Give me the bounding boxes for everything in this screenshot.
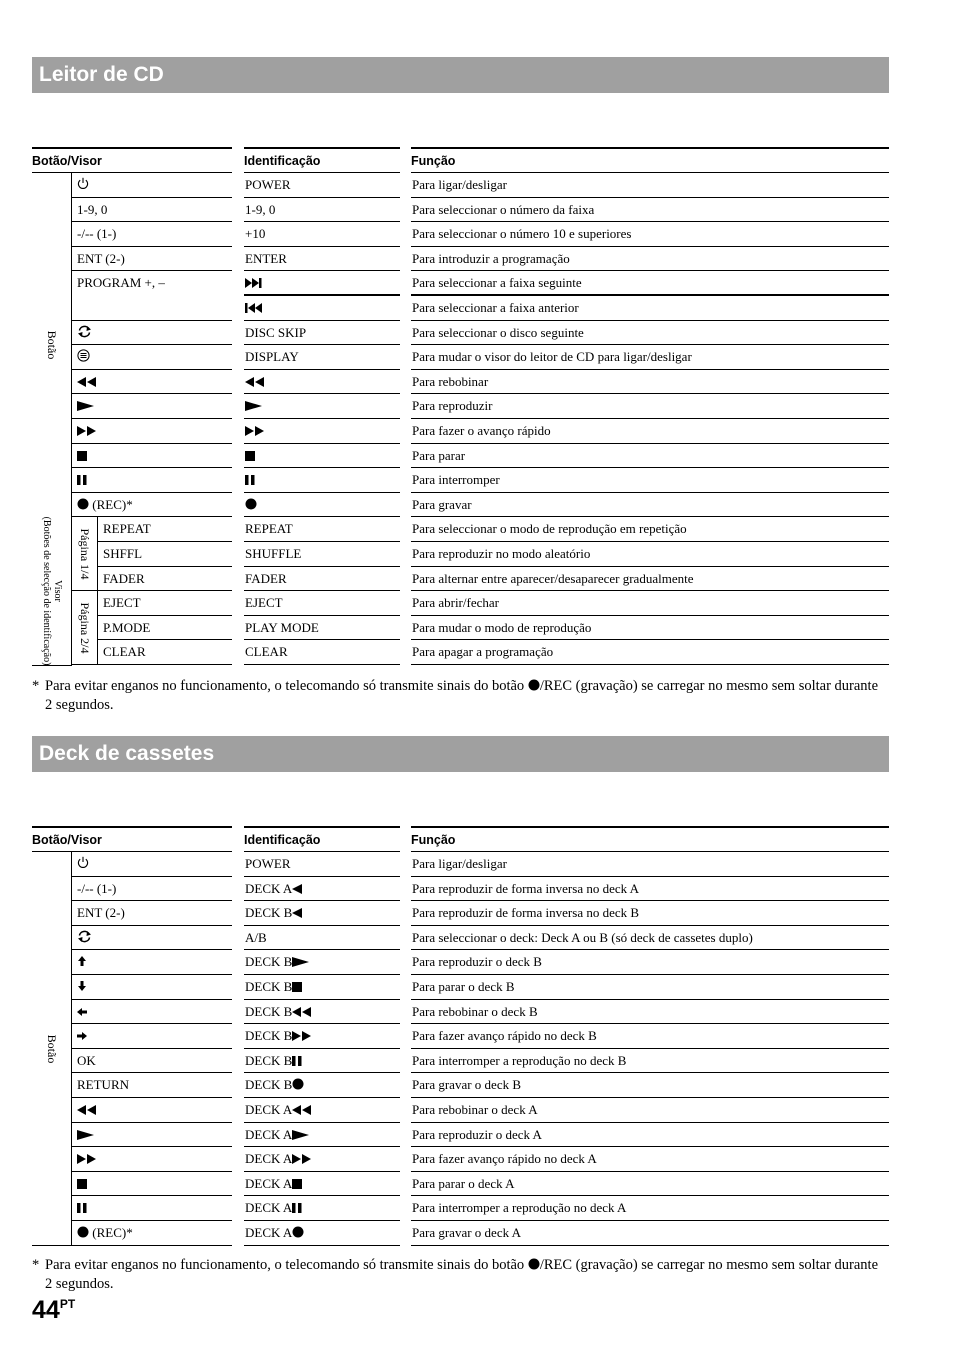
row-button-cell <box>72 975 232 1000</box>
row-identification-cell <box>244 1147 400 1172</box>
row-identification-cell <box>244 493 400 518</box>
row-identification-cell-text: DECK A <box>245 880 293 896</box>
arrow-left-icon <box>77 1001 88 1025</box>
group-label-botao <box>32 852 72 1246</box>
row-function-cell-text: Para reproduzir no modo aleatório <box>412 546 591 561</box>
row-function-cell-text: Para alternar entre aparecer/desaparecer gradualmente <box>412 570 694 586</box>
row-identification-cell-text: DECK B <box>245 1003 293 1019</box>
section-title-cassette-deck: Deck de cassetes <box>32 736 889 772</box>
row-button-cell <box>72 271 232 320</box>
row-button-cell <box>72 1024 232 1049</box>
group-label-visor-text: Visor (Botões de selecção de identificação) <box>40 516 63 666</box>
row-button-cell <box>98 567 232 592</box>
row-identification-cell <box>244 271 400 296</box>
row-identification-cell <box>244 1196 400 1221</box>
row-function-cell-text: Para ligar/desligar <box>412 177 507 192</box>
row-identification-cell <box>244 444 400 469</box>
group-label-botao-text: Botão <box>44 330 59 360</box>
row-button-cell-text: REPEAT <box>103 521 151 537</box>
row-function-cell-text: Para reproduzir <box>412 398 493 414</box>
disc-skip-icon <box>77 927 92 951</box>
row-function-cell-text: Para reproduzir de forma inversa no deck B <box>412 905 640 921</box>
row-identification-cell-text: POWER <box>245 177 291 192</box>
row-function-cell-text: Para reproduzir de forma inversa no deck A <box>412 880 640 896</box>
row-function-cell <box>411 950 889 975</box>
row-function-cell <box>411 419 889 444</box>
record-icon <box>77 494 89 518</box>
row-function-cell <box>411 222 889 247</box>
row-button-cell <box>72 247 232 272</box>
row-function-cell <box>411 247 889 272</box>
group-label-botao-text: Botão <box>44 1034 59 1063</box>
row-function-cell-text: Para apagar a programação <box>412 644 554 660</box>
row-button-cell <box>98 591 232 616</box>
row-function-cell-text: Para gravar o deck A <box>412 1225 522 1240</box>
row-function-cell <box>411 1000 889 1025</box>
stop-icon <box>77 1173 88 1197</box>
row-identification-cell-text: SHUFFLE <box>245 546 302 561</box>
row-identification-cell <box>244 1049 400 1074</box>
row-function-cell <box>411 1098 889 1123</box>
row-identification-cell <box>244 640 400 665</box>
row-identification-cell <box>244 296 400 321</box>
row-identification-cell <box>244 394 400 419</box>
row-button-cell <box>98 640 232 665</box>
record-icon <box>292 1222 304 1246</box>
row-function-cell <box>411 640 889 665</box>
row-identification-cell-text: DECK A <box>245 1102 293 1117</box>
footnote-text-1: Para evitar enganos no funcionamento, o telecomando só transmite sinais do botão <box>45 678 528 694</box>
power-icon <box>77 174 89 198</box>
row-button-cell <box>72 1147 232 1172</box>
row-identification-cell <box>244 198 400 223</box>
row-button-cell-text: (REC)* <box>89 1225 133 1240</box>
row-function-cell-text: Para seleccionar o disco seguinte <box>412 324 584 340</box>
record-icon <box>292 1074 304 1098</box>
row-identification-cell-text: DECK B <box>245 905 293 921</box>
row-identification-cell-text: PLAY MODE <box>245 619 319 635</box>
row-button-cell-text: CLEAR <box>103 644 146 660</box>
row-button-cell <box>72 852 232 877</box>
row-identification-cell-text: CLEAR <box>245 644 288 660</box>
row-button-cell <box>72 1073 232 1098</box>
display-icon <box>77 346 90 370</box>
row-function-cell <box>411 1172 889 1197</box>
row-function-cell-text: Para seleccionar o modo de reprodução em repetição <box>412 521 687 537</box>
row-function-cell <box>411 901 889 926</box>
row-button-cell <box>72 950 232 975</box>
row-button-cell <box>72 444 232 469</box>
row-function-cell <box>411 852 889 877</box>
row-function-cell-text: Para rebobinar <box>412 373 489 389</box>
group-bottom-rule <box>32 665 72 666</box>
column-header-identification: Identificação <box>244 826 400 852</box>
row-button-cell-text: ENT (2-) <box>77 905 125 921</box>
row-identification-cell-text: POWER <box>245 856 291 871</box>
row-button-cell-text: FADER <box>103 570 145 586</box>
row-identification-cell <box>244 1221 400 1246</box>
rewind-icon <box>77 371 97 395</box>
fast-forward-icon <box>292 1025 312 1049</box>
pause-icon <box>292 1050 303 1074</box>
reverse-play-icon <box>292 878 303 902</box>
row-identification-cell-text: DECK B <box>245 1052 293 1068</box>
row-button-cell <box>98 517 232 542</box>
row-identification-cell-text: REPEAT <box>245 521 293 537</box>
play-icon <box>292 951 310 975</box>
row-identification-cell <box>244 321 400 346</box>
row-function-cell-text: Para rebobinar o deck A <box>412 1102 538 1117</box>
page-label-1-text: Página 1/4 <box>77 528 92 579</box>
row-function-cell-text: Para fazer o avanço rápido <box>412 423 551 438</box>
row-identification-cell <box>244 1000 400 1025</box>
row-button-cell-text: SHFFL <box>103 546 143 561</box>
footnote-cd <box>32 677 882 714</box>
row-identification-cell-text: A/B <box>245 929 267 945</box>
row-function-cell-text: Para mudar o modo de reprodução <box>412 619 592 635</box>
row-function-cell <box>411 975 889 1000</box>
page-suffix: PT <box>59 1297 76 1311</box>
fast-forward-icon <box>77 1148 97 1172</box>
row-button-cell-text: 1-9, 0 <box>77 201 108 217</box>
row-button-cell <box>72 345 232 370</box>
footnote-text-1: Para evitar enganos no funcionamento, o telecomando só transmite sinais do botão <box>45 1257 528 1273</box>
arrow-down-icon <box>77 976 87 1000</box>
footnote-star: * <box>32 678 40 694</box>
row-button-cell <box>98 542 232 567</box>
row-function-cell <box>411 370 889 395</box>
group-label-botao <box>32 173 72 517</box>
row-button-cell <box>72 1000 232 1025</box>
row-function-cell <box>411 493 889 518</box>
row-identification-cell <box>244 419 400 444</box>
footnote-cassette <box>32 1256 882 1293</box>
row-identification-cell <box>244 247 400 272</box>
row-identification-cell-text: DISPLAY <box>245 349 299 365</box>
row-button-cell-text: P.MODE <box>103 619 151 635</box>
row-function-cell-text: Para rebobinar o deck B <box>412 1003 538 1019</box>
row-function-cell-text: Para reproduzir o deck B <box>412 954 542 970</box>
row-identification-cell-text: DECK B <box>245 979 293 994</box>
column-header-button: Botão/Visor <box>32 147 232 173</box>
row-function-cell <box>411 591 889 616</box>
row-button-cell <box>72 1172 232 1197</box>
row-function-cell-text: Para introduzir a programação <box>412 250 570 266</box>
stop-icon <box>77 445 88 469</box>
arrow-up-icon <box>77 951 87 975</box>
row-function-cell <box>411 345 889 370</box>
row-identification-cell-text: +10 <box>245 226 266 242</box>
row-function-cell <box>411 542 889 567</box>
row-function-cell-text: Para seleccionar o número da faixa <box>412 201 595 217</box>
row-button-cell <box>72 926 232 951</box>
row-button-cell <box>72 198 232 223</box>
rewind-icon <box>245 371 265 395</box>
row-identification-cell <box>244 975 400 1000</box>
row-function-cell-text: Para fazer avanço rápido no deck B <box>412 1028 597 1044</box>
row-function-cell-text: Para gravar o deck B <box>412 1077 522 1093</box>
row-button-cell <box>72 1196 232 1221</box>
row-function-cell <box>411 173 889 198</box>
row-identification-cell-text: DECK B <box>245 1077 293 1093</box>
row-identification-cell-text: DECK A <box>245 1151 293 1167</box>
page-label-2-text: Página 2/4 <box>77 602 92 653</box>
row-function-cell <box>411 468 889 493</box>
row-identification-cell <box>244 222 400 247</box>
row-button-cell <box>72 1049 232 1074</box>
pause-icon <box>77 1197 88 1221</box>
column-header-function: Função <box>411 147 889 173</box>
row-function-cell <box>411 616 889 641</box>
row-identification-cell <box>244 1024 400 1049</box>
row-function-cell-text: Para interromper <box>412 472 500 488</box>
row-button-cell <box>72 877 232 902</box>
row-button-cell-text: -/-- (1-) <box>77 880 117 896</box>
row-function-cell-text: Para seleccionar a faixa anterior <box>412 300 579 315</box>
row-button-cell <box>72 468 232 493</box>
fast-forward-icon <box>292 1148 312 1172</box>
column-header-function: Função <box>411 826 889 852</box>
row-function-cell <box>411 877 889 902</box>
row-button-cell-text: (REC)* <box>89 496 133 512</box>
footnote-text-2: /REC (gravação) se carregar no mesmo sem soltar durante 2 segundos. <box>45 678 879 713</box>
rewind-icon <box>292 1099 312 1123</box>
arrow-right-icon <box>77 1025 88 1049</box>
previous-track-icon <box>245 297 263 321</box>
record-icon <box>528 1257 540 1275</box>
row-identification-cell <box>244 877 400 902</box>
play-icon <box>77 395 95 419</box>
row-identification-cell <box>244 1123 400 1148</box>
row-function-cell <box>411 1073 889 1098</box>
row-function-cell <box>411 198 889 223</box>
cassette-deck-table <box>32 826 889 1248</box>
row-button-cell <box>72 370 232 395</box>
row-function-cell-text: Para gravar <box>412 496 472 512</box>
row-identification-cell <box>244 1073 400 1098</box>
section-title-cd-player: Leitor de CD <box>32 57 889 93</box>
row-button-cell <box>72 1221 232 1246</box>
row-button-cell <box>72 493 232 518</box>
row-function-cell <box>411 1196 889 1221</box>
stop-icon <box>292 976 303 1000</box>
row-identification-cell <box>244 567 400 592</box>
pause-icon <box>77 469 88 493</box>
row-button-cell-text: PROGRAM +, – <box>77 275 165 291</box>
row-function-cell-text: Para fazer avanço rápido no deck A <box>412 1151 597 1167</box>
record-icon <box>77 1222 89 1246</box>
row-identification-cell-text: DISC SKIP <box>245 324 307 340</box>
row-function-cell <box>411 517 889 542</box>
row-identification-cell <box>244 616 400 641</box>
row-identification-cell <box>244 173 400 198</box>
column-header-button: Botão/Visor <box>32 826 232 852</box>
row-button-cell-text: RETURN <box>77 1077 129 1093</box>
row-function-cell-text: Para parar o deck A <box>412 1175 515 1191</box>
row-button-cell <box>72 173 232 198</box>
row-function-cell <box>411 1147 889 1172</box>
row-function-cell-text: Para parar <box>412 447 466 463</box>
row-function-cell <box>411 321 889 346</box>
row-identification-cell-text: EJECT <box>245 595 283 611</box>
row-function-cell <box>411 394 889 419</box>
row-function-cell <box>411 926 889 951</box>
row-function-cell <box>411 271 889 296</box>
play-icon <box>245 395 263 419</box>
page-number: $44^{PT}$ <box>32 1296 76 1324</box>
disc-skip-icon <box>77 322 92 346</box>
row-function-cell-text: Para seleccionar o deck: Deck A ou B (só deck de cassetes duplo) <box>412 929 753 945</box>
play-icon <box>77 1124 95 1148</box>
row-function-cell-text: Para interromper a reprodução no deck A <box>412 1200 627 1216</box>
column-header-identification: Identificação <box>244 147 400 173</box>
page-label-1 <box>72 517 98 591</box>
footnote-star: * <box>32 1257 40 1273</box>
row-identification-cell <box>244 852 400 877</box>
row-button-cell <box>72 901 232 926</box>
row-function-cell <box>411 296 889 321</box>
row-function-cell-text: Para parar o deck B <box>412 979 515 994</box>
row-identification-cell <box>244 950 400 975</box>
next-track-icon <box>245 272 263 296</box>
pause-icon <box>292 1197 303 1221</box>
row-identification-cell-text: DECK A <box>245 1175 293 1191</box>
power-icon <box>77 853 89 877</box>
row-identification-cell <box>244 370 400 395</box>
rewind-icon <box>292 1001 312 1025</box>
page-label-2 <box>72 591 98 665</box>
fast-forward-icon <box>245 420 265 444</box>
row-identification-cell <box>244 517 400 542</box>
row-function-cell <box>411 1221 889 1246</box>
row-identification-cell-text: DECK A <box>245 1225 293 1240</box>
row-function-cell <box>411 567 889 592</box>
row-identification-cell-text: DECK A <box>245 1200 293 1216</box>
row-button-cell-text: EJECT <box>103 595 141 611</box>
row-function-cell-text: Para seleccionar o número 10 e superiores <box>412 226 632 242</box>
reverse-play-icon <box>292 902 303 926</box>
group-label-visor <box>32 517 72 665</box>
row-identification-cell-text: 1-9, 0 <box>245 201 276 217</box>
row-function-cell <box>411 1049 889 1074</box>
row-function-cell <box>411 444 889 469</box>
row-identification-cell <box>244 345 400 370</box>
play-icon <box>292 1124 310 1148</box>
row-button-cell <box>72 1123 232 1148</box>
footnote-text-2: /REC (gravação) se carregar no mesmo sem soltar durante 2 segundos. <box>45 1257 879 1292</box>
row-button-cell <box>72 394 232 419</box>
row-identification-cell <box>244 1172 400 1197</box>
row-function-cell-text: Para reproduzir o deck A <box>412 1126 542 1142</box>
row-function-cell <box>411 1024 889 1049</box>
row-identification-cell-text: ENTER <box>245 250 287 266</box>
row-button-cell <box>72 419 232 444</box>
row-identification-cell-text: DECK B <box>245 954 293 970</box>
row-function-cell-text: Para mudar o visor do leitor de CD para ligar/desligar <box>412 349 692 365</box>
cd-player-table <box>32 147 889 667</box>
row-identification-cell <box>244 468 400 493</box>
stop-icon <box>245 445 256 469</box>
record-icon <box>245 494 257 518</box>
row-function-cell-text: Para interromper a reprodução no deck B <box>412 1052 627 1068</box>
row-function-cell <box>411 1123 889 1148</box>
pause-icon <box>245 469 256 493</box>
row-identification-cell-text: DECK B <box>245 1028 293 1044</box>
record-icon <box>528 678 540 696</box>
row-button-cell-text: OK <box>77 1052 96 1068</box>
stop-icon <box>292 1173 303 1197</box>
row-button-cell <box>72 1098 232 1123</box>
row-identification-cell <box>244 1098 400 1123</box>
row-function-cell-text: Para abrir/fechar <box>412 595 499 611</box>
row-identification-cell <box>244 926 400 951</box>
row-button-cell-text: ENT (2-) <box>77 250 125 266</box>
row-button-cell-text: -/-- (1-) <box>77 226 117 242</box>
row-identification-cell <box>244 901 400 926</box>
row-function-cell-text: Para seleccionar a faixa seguinte <box>412 275 582 291</box>
fast-forward-icon <box>77 420 97 444</box>
rewind-icon <box>77 1099 97 1123</box>
row-identification-cell <box>244 591 400 616</box>
row-button-cell <box>72 321 232 346</box>
row-function-cell-text: Para ligar/desligar <box>412 856 507 871</box>
row-identification-cell-text: FADER <box>245 570 287 586</box>
row-button-cell <box>98 616 232 641</box>
row-button-cell <box>72 222 232 247</box>
row-identification-cell-text: DECK A <box>245 1126 293 1142</box>
row-identification-cell <box>244 542 400 567</box>
